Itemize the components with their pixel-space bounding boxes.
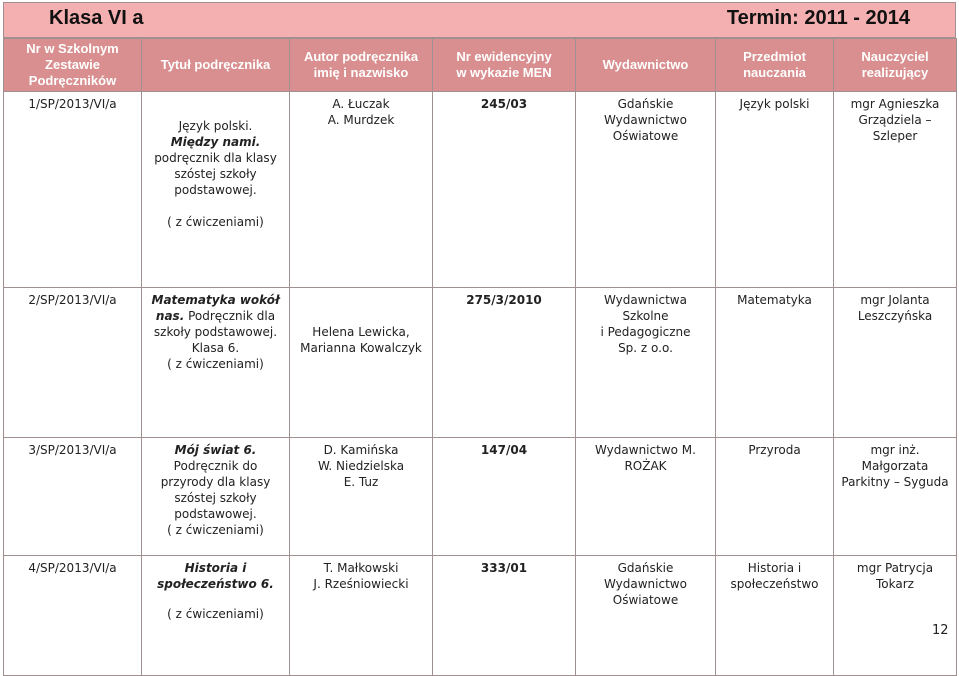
teacher: mgr Agnieszka Grządziela – Szleper — [834, 92, 957, 288]
table-row — [4, 288, 957, 438]
term-title: Termin: 2011 - 2014 — [726, 7, 910, 29]
textbook-authors: Helena Lewicka, Marianna Kowalczyk — [290, 288, 433, 438]
col-header-subject: Przedmiot nauczania — [716, 39, 834, 92]
men-number: 147/04 — [433, 438, 576, 556]
exercises-note: ( z ćwiczeniami) — [167, 357, 264, 371]
document-title-bar — [3, 2, 956, 38]
exercises-note: ( z ćwiczeniami) — [167, 215, 264, 229]
textbook-title: Mój świat 6. Podręcznik do przyrody dla klasy szóstej szkoły podstawowej. ( z ćwiczeniami) — [142, 438, 290, 556]
table-row — [4, 438, 957, 556]
textbook-title: Matematyka wokół nas. Podręcznik dla szkoły podstawowej. Klasa 6. ( z ćwiczeniami) — [142, 288, 290, 438]
col-header-number: Nr w Szkolnym Zestawie Podręczników — [4, 39, 142, 92]
men-number: 275/3/2010 — [433, 288, 576, 438]
teacher: mgr Patrycja Tokarz — [834, 556, 957, 676]
publisher: Wydawnictwa Szkolne i Pedagogiczne Sp. z o.o. — [576, 288, 716, 438]
men-number: 245/03 — [433, 92, 576, 288]
teacher: mgr inż. Małgorzata Parkitny – Syguda — [834, 438, 957, 556]
col-header-teacher: Nauczyciel realizujący — [834, 39, 957, 92]
exercises-note: ( z ćwiczeniami) — [167, 607, 264, 621]
men-number: 333/01 — [433, 556, 576, 676]
textbook-title: Historia i społeczeństwo 6. ( z ćwiczeniami) — [142, 556, 290, 676]
row-number: 4/SP/2013/VI/a — [4, 556, 142, 676]
class-title: Klasa VI a — [49, 7, 144, 29]
teacher: mgr Jolanta Leszczyńska — [834, 288, 957, 438]
exercises-note: ( z ćwiczeniami) — [167, 523, 264, 537]
table-row — [4, 556, 957, 676]
table-header-row — [4, 39, 957, 92]
publisher: Gdańskie Wydawnictwo Oświatowe — [576, 556, 716, 676]
textbook-authors: D. Kamińska W. Niedzielska E. Tuz — [290, 438, 433, 556]
col-header-author: Autor podręcznika imię i nazwisko — [290, 39, 433, 92]
subject: Przyroda — [716, 438, 834, 556]
row-number: 3/SP/2013/VI/a — [4, 438, 142, 556]
textbook-authors: T. Małkowski J. Rześniowiecki — [290, 556, 433, 676]
publisher: Gdańskie Wydawnictwo Oświatowe — [576, 92, 716, 288]
page-number: 12 — [932, 623, 949, 638]
publisher: Wydawnictwo M. ROŻAK — [576, 438, 716, 556]
row-number: 1/SP/2013/VI/a — [4, 92, 142, 288]
col-header-publisher: Wydawnictwo — [576, 39, 716, 92]
table-row — [4, 92, 957, 288]
row-number: 2/SP/2013/VI/a — [4, 288, 142, 438]
subject: Język polski — [716, 92, 834, 288]
col-header-title: Tytuł podręcznika — [142, 39, 290, 92]
textbook-table — [3, 38, 957, 676]
col-header-men-number: Nr ewidencyjny w wykazie MEN — [433, 39, 576, 92]
subject: Historia i społeczeństwo — [716, 556, 834, 676]
textbook-title: Język polski. Między nami. podręcznik dla klasy szóstej szkoły podstawowej. ( z ćwiczeniami) — [142, 92, 290, 288]
textbook-authors: A. Łuczak A. Murdzek — [290, 92, 433, 288]
subject: Matematyka — [716, 288, 834, 438]
